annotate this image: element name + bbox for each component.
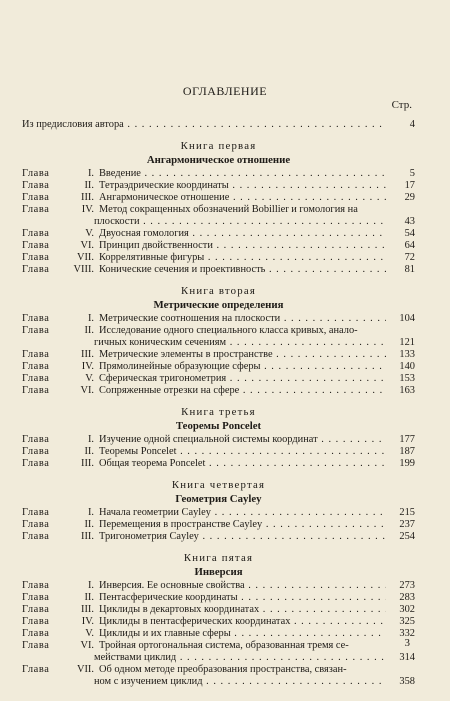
chapter-title: Сферическая тригонометрия . . . bbox=[99, 373, 386, 385]
chapter-entry bbox=[22, 240, 415, 252]
chapter-label: Глава bbox=[22, 313, 50, 324]
chapter-entry bbox=[22, 592, 415, 604]
chapter-entry bbox=[22, 204, 415, 216]
chapter-page: 177 bbox=[399, 434, 415, 445]
book-heading: Книга четвертая bbox=[171, 479, 266, 491]
chapter-number: IV. bbox=[81, 616, 94, 627]
page-title: ОГЛАВЛЕНИЕ bbox=[182, 84, 268, 98]
chapter-number: IV. bbox=[81, 204, 94, 215]
chapter-entry-continuation bbox=[22, 676, 415, 688]
chapter-page: 332 bbox=[399, 628, 415, 639]
chapter-page: 153 bbox=[399, 373, 415, 384]
book-heading: Книга первая bbox=[180, 140, 257, 152]
chapter-entry-continuation bbox=[22, 216, 415, 228]
chapter-entry bbox=[22, 519, 415, 531]
chapter-label: Глава bbox=[22, 507, 50, 518]
chapter-entry bbox=[22, 180, 415, 192]
chapter-label: Глава bbox=[22, 580, 50, 591]
chapter-number: II. bbox=[84, 519, 94, 530]
chapter-title: Метрические соотношения на плоскости . . . bbox=[99, 313, 386, 325]
preface-title: Из предисловия автора . . . bbox=[22, 119, 386, 131]
chapter-page: 29 bbox=[404, 192, 415, 203]
chapter-number: VII. bbox=[76, 664, 94, 675]
chapter-entry bbox=[22, 228, 415, 240]
table-of-contents bbox=[22, 119, 415, 688]
chapter-number: III. bbox=[81, 604, 94, 615]
chapter-page: 54 bbox=[404, 228, 415, 239]
chapter-label: Глава bbox=[22, 385, 50, 396]
chapter-entry bbox=[22, 446, 415, 458]
chapter-label: Глава bbox=[22, 180, 50, 191]
chapter-label: Глава bbox=[22, 592, 50, 603]
preface-entry bbox=[22, 119, 415, 131]
chapter-page: 254 bbox=[399, 531, 415, 542]
chapter-title-continuation: мействами циклид . . . bbox=[94, 652, 386, 664]
book-heading: Книга пятая bbox=[183, 552, 254, 564]
chapter-label: Глава bbox=[22, 604, 50, 615]
chapter-label: Глава bbox=[22, 361, 50, 372]
chapter-entry-continuation bbox=[22, 337, 415, 349]
part-title: Инверсия bbox=[194, 566, 243, 578]
chapter-page: 104 bbox=[399, 313, 415, 324]
chapter-title: Перемещения в пространстве Cayley . . . bbox=[99, 519, 386, 531]
chapter-page: 273 bbox=[399, 580, 415, 591]
chapter-label: Глава bbox=[22, 458, 50, 469]
chapter-label: Глава bbox=[22, 349, 50, 360]
chapter-title: Циклиды в пентасферических координатах . . . bbox=[99, 616, 386, 628]
book-heading: Книга третья bbox=[181, 406, 256, 418]
chapter-entry bbox=[22, 192, 415, 204]
chapter-title-continuation: плоскости . . . bbox=[94, 216, 386, 228]
chapter-title: Введение . . . bbox=[99, 168, 386, 180]
chapter-entry bbox=[22, 434, 415, 446]
chapter-entry bbox=[22, 458, 415, 470]
chapter-number: II. bbox=[84, 592, 94, 603]
chapter-entry bbox=[22, 252, 415, 264]
chapter-title: Двуосная гомология . . . bbox=[99, 228, 386, 240]
chapter-title: Тетраэдрические координаты . . . bbox=[99, 180, 386, 192]
chapter-number: I. bbox=[87, 507, 94, 518]
chapter-number: III. bbox=[81, 531, 94, 542]
chapter-number: I. bbox=[87, 580, 94, 591]
chapter-entry-continuation bbox=[22, 652, 415, 664]
chapter-title: Теоремы Poncelet . . . bbox=[99, 446, 386, 458]
chapter-number: II. bbox=[84, 325, 94, 336]
chapter-entry bbox=[22, 507, 415, 519]
chapter-title: Циклиды и их главные сферы . . . bbox=[99, 628, 386, 640]
chapter-label: Глава bbox=[22, 628, 50, 639]
part-title: Ангармоническое отношение bbox=[146, 154, 291, 166]
chapter-number: III. bbox=[81, 192, 94, 203]
chapter-label: Глава bbox=[22, 204, 50, 215]
chapter-title-continuation: гичных коническим сечениям . . . bbox=[94, 337, 386, 349]
chapter-page: 302 bbox=[399, 604, 415, 615]
chapter-number: I. bbox=[87, 434, 94, 445]
chapter-entry bbox=[22, 361, 415, 373]
chapter-label: Глава bbox=[22, 228, 50, 239]
chapter-number: II. bbox=[84, 180, 94, 191]
book-heading: Книга вторая bbox=[180, 285, 257, 297]
chapter-page: 314 bbox=[399, 652, 415, 663]
chapter-entry bbox=[22, 628, 415, 640]
chapter-entry bbox=[22, 616, 415, 628]
chapter-page: 140 bbox=[399, 361, 415, 372]
chapter-title: Метрические элементы в пространстве . . . bbox=[99, 349, 386, 361]
chapter-title: Метод сокращенных обозначений Bobillier и гомология на bbox=[99, 204, 358, 215]
chapter-title: Об одном методе преобразования пространства, связан- bbox=[99, 664, 347, 675]
chapter-title: Принцип двойственности . . . bbox=[99, 240, 386, 252]
chapter-title: Коррелятивные фигуры . . . bbox=[99, 252, 386, 264]
chapter-label: Глава bbox=[22, 664, 50, 675]
chapter-label: Глава bbox=[22, 168, 50, 179]
chapter-title: Исследование одного специального класса кривых, анало- bbox=[99, 325, 358, 336]
chapter-page: 215 bbox=[399, 507, 415, 518]
chapter-number: V. bbox=[85, 373, 94, 384]
chapter-label: Глава bbox=[22, 192, 50, 203]
chapter-entry bbox=[22, 385, 415, 397]
chapter-label: Глава bbox=[22, 373, 50, 384]
chapter-title: Тройная ортогональная система, образованная тремя се- bbox=[99, 640, 349, 651]
chapter-number: II. bbox=[84, 446, 94, 457]
chapter-number: V. bbox=[85, 228, 94, 239]
chapter-label: Глава bbox=[22, 240, 50, 251]
chapter-page: 187 bbox=[399, 446, 415, 457]
chapter-page: 43 bbox=[404, 216, 415, 227]
chapter-title: Инверсия. Ее основные свойства . . . bbox=[99, 580, 386, 592]
chapter-page: 325 bbox=[399, 616, 415, 627]
chapter-number: V. bbox=[85, 628, 94, 639]
part-title: Геометрия Cayley bbox=[175, 493, 262, 505]
chapter-entry bbox=[22, 580, 415, 592]
chapter-page: 72 bbox=[404, 252, 415, 263]
chapter-entry bbox=[22, 264, 415, 276]
page-column-label: Стр. bbox=[391, 99, 412, 111]
chapter-entry bbox=[22, 313, 415, 325]
chapter-label: Глава bbox=[22, 519, 50, 530]
chapter-entry bbox=[22, 168, 415, 180]
chapter-title: Сопряженные отрезки на сфере . . . bbox=[99, 385, 386, 397]
chapter-title: Тригонометрия Cayley . . . bbox=[99, 531, 386, 543]
page-number: 3 bbox=[404, 637, 410, 649]
chapter-title: Ангармоническое отношение . . . bbox=[99, 192, 386, 204]
chapter-page: 358 bbox=[399, 676, 415, 687]
chapter-number: VI. bbox=[80, 385, 94, 396]
chapter-page: 283 bbox=[399, 592, 415, 603]
chapter-number: IV. bbox=[81, 361, 94, 372]
chapter-entry bbox=[22, 349, 415, 361]
chapter-number: III. bbox=[81, 458, 94, 469]
chapter-page: 163 bbox=[399, 385, 415, 396]
chapter-title: Конические сечения и проективность . . . bbox=[99, 264, 386, 276]
chapter-entry bbox=[22, 531, 415, 543]
chapter-label: Глава bbox=[22, 252, 50, 263]
chapter-title: Начала геометрии Cayley . . . bbox=[99, 507, 386, 519]
chapter-entry bbox=[22, 604, 415, 616]
chapter-page: 81 bbox=[404, 264, 415, 275]
chapter-number: I. bbox=[87, 313, 94, 324]
chapter-number: VII. bbox=[76, 252, 94, 263]
part-title: Метрические определения bbox=[153, 299, 284, 311]
chapter-number: III. bbox=[81, 349, 94, 360]
chapter-title: Общая теорема Poncelet . . . bbox=[99, 458, 386, 470]
chapter-title: Прямолинейные образующие сферы . . . bbox=[99, 361, 386, 373]
chapter-label: Глава bbox=[22, 264, 50, 275]
chapter-page: 121 bbox=[399, 337, 415, 348]
chapter-label: Глава bbox=[22, 434, 50, 445]
chapter-entry bbox=[22, 640, 415, 652]
chapter-number: VI. bbox=[80, 640, 94, 651]
chapter-page: 199 bbox=[399, 458, 415, 469]
chapter-label: Глава bbox=[22, 531, 50, 542]
chapter-number: VIII. bbox=[73, 264, 94, 275]
chapter-entry bbox=[22, 373, 415, 385]
chapter-label: Глава bbox=[22, 325, 50, 336]
chapter-page: 17 bbox=[404, 180, 415, 191]
chapter-entry bbox=[22, 664, 415, 676]
chapter-title-continuation: ном с изучением циклид . . . bbox=[94, 676, 386, 688]
chapter-number: I. bbox=[87, 168, 94, 179]
chapter-page: 237 bbox=[399, 519, 415, 530]
chapter-label: Глава bbox=[22, 616, 50, 627]
chapter-title: Пентасферические координаты . . . bbox=[99, 592, 386, 604]
chapter-title: Циклиды в декартовых координатах . . . bbox=[99, 604, 386, 616]
chapter-label: Глава bbox=[22, 446, 50, 457]
chapter-page: 64 bbox=[404, 240, 415, 251]
preface-page: 4 bbox=[409, 119, 415, 130]
part-title: Теоремы Poncelet bbox=[175, 420, 262, 432]
chapter-number: VI. bbox=[80, 240, 94, 251]
chapter-entry bbox=[22, 325, 415, 337]
chapter-label: Глава bbox=[22, 640, 50, 651]
chapter-title: Изучение одной специальной системы координат . . . bbox=[99, 434, 386, 446]
chapter-page: 5 bbox=[409, 168, 415, 179]
chapter-page: 133 bbox=[399, 349, 415, 360]
